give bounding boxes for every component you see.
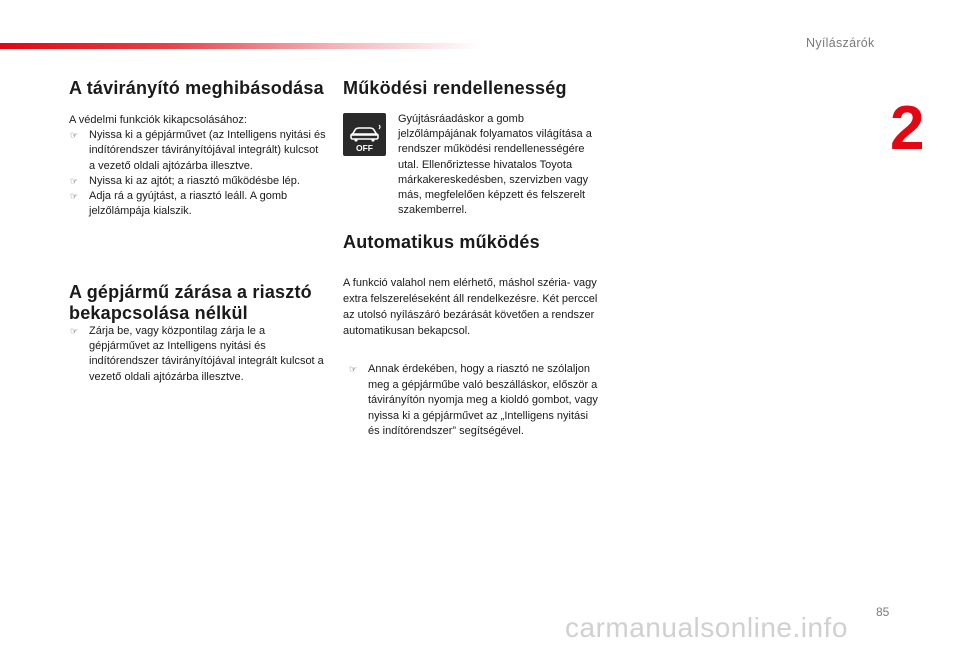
- automatic-mode-body: [348, 362, 602, 440]
- remote-failure-body: [69, 113, 327, 219]
- pointer-bullet-icon: ☞: [349, 364, 358, 374]
- chapter-number: 2: [890, 94, 925, 163]
- list-item: ☞ Adja rá a gyújtást, a riasztó leáll. A gomb jelzőlámpája kialszik.: [70, 190, 288, 218]
- pointer-bullet-icon: ☞: [70, 175, 79, 186]
- pointer-bullet-icon: ☞: [70, 191, 79, 202]
- heading-automatic-mode: Automatikus működés: [343, 232, 540, 252]
- alarm-off-label: OFF: [356, 143, 373, 153]
- list-item: ☞ Zárja be, vagy központilag zárja le a gépjárművet az Intelligens nyitási és indítórendszer távirányítójával integrált kulcsot a vezető oldali ajtózárba illesztve.: [70, 325, 324, 383]
- malfunction-body: Gyújtásráadáskor a gomb jelzőlámpájának folyamatos világítása a rendszer működési rendellenességére utal. Ellenőriztesse hivatalos Toyota márkakereskedésben, szervizben vagy más, megfelelően képzett és felszerelt szakemberrel.: [398, 113, 592, 217]
- top-accent-bar: [0, 43, 480, 49]
- lock-without-alarm-body: [69, 324, 327, 385]
- automatic-mode-intro: A funkció valahol nem elérhető, máshol széria- vagy extra felszereléseként áll rendelkezésre. Két perccel az utolsó nyílászáró bezárását követően a rendszer automatikusan bekapcsol.: [343, 277, 598, 337]
- list-item: ☞ Annak érdekében, hogy a riasztó ne szólaljon meg a gépjárműbe való beszálláskor, először a távirányítón nyomja meg a kioldó gombot, vagy nyissa ki a gépjárművet az „Intelligens nyitási és indítórendszer” segítségével.: [349, 363, 598, 438]
- watermark-text: carmanualsonline.info: [565, 612, 848, 643]
- alarm-off-icon: [343, 113, 386, 156]
- remote-failure-intro: A védelmi funkciók kikapcsolásához:: [69, 114, 247, 126]
- list-item: ☞ Nyissa ki az ajtót; a riasztó működésbe lép.: [69, 174, 327, 189]
- section-title: Nyílászárók: [806, 36, 875, 50]
- heading-remote-failure: A távirányító meghibásodása: [69, 78, 324, 98]
- heading-lock-without-alarm: A gépjármű zárása a riasztó bekapcsolása nélkül: [69, 282, 312, 323]
- remote-failure-list: [69, 128, 327, 219]
- pointer-bullet-icon: ☞: [70, 326, 79, 336]
- pointer-bullet-icon: ☞: [70, 130, 79, 141]
- page-number: 85: [876, 605, 890, 619]
- lock-without-alarm-list: [69, 324, 327, 385]
- automatic-mode-list: [348, 362, 602, 440]
- list-item: ☞ Nyissa ki a gépjárművet (az Intelligens nyitási és indítórendszer távirányítójával integrált) kulcsot a vezető oldali ajtózárba illesztve.: [70, 129, 326, 172]
- heading-malfunction: Működési rendellenesség: [343, 78, 567, 98]
